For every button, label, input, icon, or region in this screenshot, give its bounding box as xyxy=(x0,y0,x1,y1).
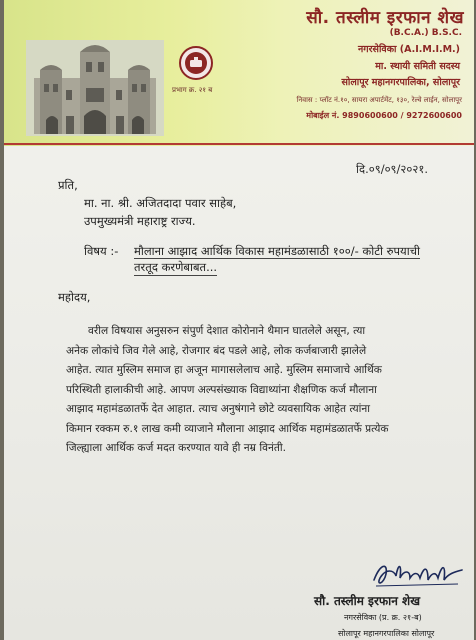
subject-label: विषय :- xyxy=(84,244,119,258)
letterhead-name: सौ. तस्लीम इरफान शेख xyxy=(306,8,464,28)
to-label: प्रति, xyxy=(58,178,78,192)
letterhead-mobile: मोबाईल नं. 9890600600 / 9272600600 xyxy=(306,111,462,120)
signatory-post: नगरसेविका (प्र. क्र. २१-ब) xyxy=(344,613,422,622)
letterhead-divider xyxy=(4,143,474,145)
ward-label: प्रभाग क्र. २१ ब xyxy=(172,86,213,94)
building-illustration xyxy=(26,40,164,136)
letterhead-committee: मा. स्थायी समिती सदस्य xyxy=(375,61,460,72)
letterhead-corporation: सोलापूर महानगरपालिका, सोलापूर xyxy=(341,77,460,88)
body-line: अनेक लोकांचे जिव गेले आहे, रोजगार बंद पडले आहे, लोक कर्जबाजारी झालेले xyxy=(66,344,367,357)
addressee-line-2: उपमुख्यमंत्री महाराष्ट्र राज्य. xyxy=(84,214,196,228)
body-line: जिल्ह्याला आर्थिक कर्ज मदत करण्यात यावे ही नम्र विनंती. xyxy=(66,442,287,454)
subject-text-1: मौलाना आझाद आर्थिक विकास महामंडळासाठी १००/- कोटी रुपयाची xyxy=(134,244,420,258)
body-line: आझाद महामंडळातर्फे देत आहात. त्याच अनुषंगाने छोटे व्यवसायिक आहेत त्यांना xyxy=(66,403,371,415)
addressee-line-1: मा. ना. श्री. अजितदादा पवार साहेब, xyxy=(84,196,237,210)
subject-text-2: तरतूद करणेबाबत... xyxy=(134,260,218,274)
body-line: परिस्थिती हालाकीची आहे. आपण अल्पसंख्याक विद्याथ्यांना शैक्षणिक कर्ज मौलाना xyxy=(66,383,377,396)
body-line: आहेत. त्यात मुस्लिम समाज हा अजून मागासलेलाच आहे. मुस्लिम समाजाचे आर्थिक xyxy=(66,364,382,376)
letter-date: दि.०९/०९/२०२१. xyxy=(356,162,428,176)
body-line: किमान रक्कम रु.१ लाख कमी व्याजाने मौलाना आझाद आर्थिक महामंडळातर्फे प्रत्येक xyxy=(66,422,389,435)
subject-line xyxy=(84,243,424,260)
handwritten-signature xyxy=(370,556,470,592)
letterhead-degree: (B.C.A.) B.S.C. xyxy=(389,28,462,38)
body-line: वरील विषयास अनुसरुन संपुर्ण देशात कोरोनाने थैमान घातलेले असून, त्या xyxy=(88,325,366,337)
party-emblem-icon xyxy=(179,46,213,80)
signatory-name: सौ. तस्लीम इरफान शेख xyxy=(314,594,421,608)
letter-body xyxy=(66,322,444,459)
letter-sheet xyxy=(4,0,474,640)
salutation: महोदय, xyxy=(58,290,91,304)
letterhead xyxy=(4,0,474,146)
signatory-corporation: सोलापूर महानगरपालिका सोलापूर xyxy=(338,629,435,638)
letterhead-address: निवास : प्लॉट नं.१०, सायरा अपार्टमेंट, १३०, रेल्वे लाईन, सोलापूर xyxy=(296,96,462,104)
letterhead-post: नगरसेविका (A.I.M.I.M.) xyxy=(358,44,460,55)
